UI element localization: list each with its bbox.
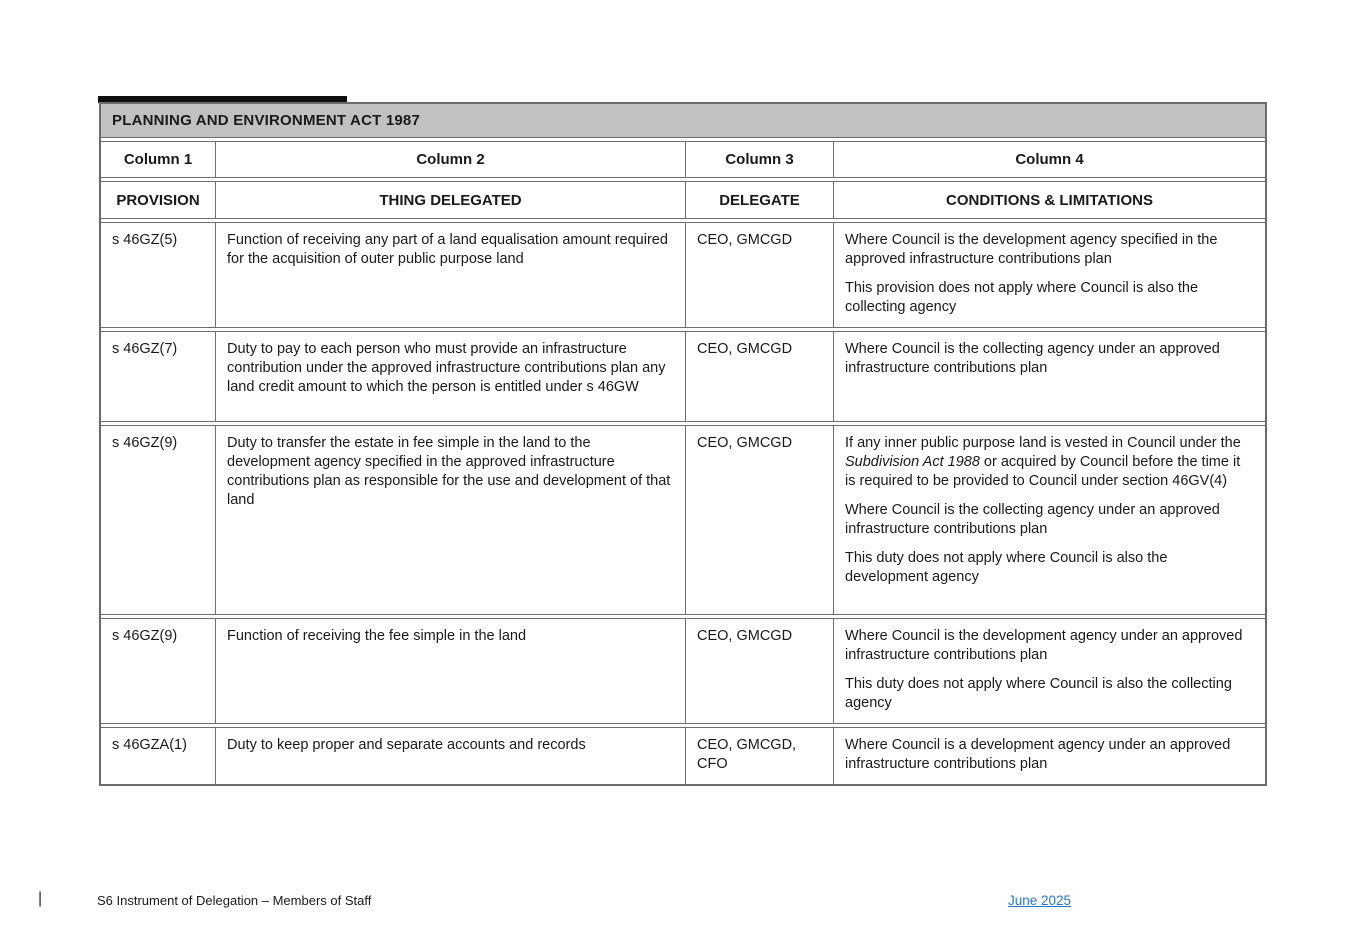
column-header-4: Column 4 (833, 142, 1265, 177)
delegate-text: CEO, GMCGD (697, 628, 793, 644)
delegate-text: CEO, GMCGD (697, 435, 793, 451)
paragraph: Function of receiving the fee simple in the land (227, 628, 527, 644)
paragraph: Duty to pay to each person who must provide an infrastructure contribution under the approved infrastructure contributions plan any land credit amount to which the person is entitled under s 46GW (227, 341, 666, 395)
paragraph: This provision does not apply where Council is also the collecting agency (845, 280, 1199, 315)
table-row (101, 727, 1265, 784)
paragraph: Function of receiving any part of a land equalisation amount required for the acquisition of outer public purpose land (227, 232, 668, 267)
conditions-cell (833, 426, 1265, 614)
table-row (101, 425, 1265, 615)
footer-date-link[interactable]: June 2025 (1008, 893, 1072, 908)
table-row (101, 331, 1265, 422)
thing-delegated-cell (215, 728, 685, 784)
table-row (101, 618, 1265, 724)
provision-cell (101, 223, 215, 327)
paragraph: Duty to keep proper and separate accounts and records (227, 737, 586, 753)
provision-cell (101, 728, 215, 784)
thing-delegated-header: THING DELEGATED (215, 182, 685, 218)
conditions-cell (833, 223, 1265, 327)
table-title-row (101, 104, 1265, 138)
paragraph: If any inner public purpose land is vested in Council under the Subdivision Act 1988 or acquired by Council before the time it is required to be provided to Council under section 46GV(4) (845, 435, 1241, 489)
paragraph: s 46GZ(9) (112, 628, 178, 644)
footer-margin-mark: | (38, 890, 43, 907)
paragraph: s 46GZ(9) (112, 435, 178, 451)
conditions-cell (833, 619, 1265, 723)
conditions-header: CONDITIONS & LIMITATIONS (833, 182, 1265, 218)
paragraph: This duty does not apply where Council is also the collecting agency (845, 676, 1232, 711)
thing-delegated-cell (215, 332, 685, 421)
delegate-text: CEO, GMCGD (697, 341, 793, 357)
provision-cell (101, 426, 215, 614)
conditions-cell (833, 728, 1265, 784)
paragraph: Where Council is a development agency under an approved infrastructure contributions plan (845, 737, 1231, 772)
thing-delegated-cell (215, 426, 685, 614)
provision-header: PROVISION (116, 191, 200, 209)
paragraph: Where Council is the development agency under an approved infrastructure contributions plan (845, 628, 1243, 663)
paragraph: Where Council is the collecting agency under an approved infrastructure contributions plan (845, 341, 1220, 376)
act-title: PLANNING AND ENVIRONMENT ACT 1987 (112, 112, 421, 129)
paragraph: This duty does not apply where Council is also the development agency (845, 550, 1168, 585)
column-header-row (101, 141, 1265, 178)
paragraph: Duty to transfer the estate in fee simple in the land to the development agency specified in the approved infrastructure contributions plan as responsible for the use and development of that land (227, 435, 671, 508)
paragraph: s 46GZ(5) (112, 232, 178, 248)
provision-cell (101, 619, 215, 723)
column-header-3: Column 3 (685, 142, 833, 177)
thing-delegated-cell (215, 223, 685, 327)
column-header-1: Column 1 (123, 151, 193, 168)
paragraph: Where Council is the collecting agency under an approved infrastructure contributions plan (845, 502, 1220, 537)
paragraph: s 46GZA(1) (112, 737, 187, 753)
delegate-text: CEO, GMCGD, (697, 737, 797, 753)
delegate-cell (685, 619, 833, 723)
delegate-cell (685, 223, 833, 327)
delegate-cell (685, 426, 833, 614)
field-header-row (101, 181, 1265, 219)
delegate-cell (685, 332, 833, 421)
paragraph: s 46GZ(7) (112, 341, 178, 357)
paragraph: Where Council is the development agency specified in the approved infrastructure contributions plan (845, 232, 1218, 267)
table-row (101, 222, 1265, 328)
delegate-header: DELEGATE (685, 182, 833, 218)
delegation-table (99, 102, 1267, 786)
delegate-text: CEO, GMCGD (697, 232, 793, 248)
column-header-2: Column 2 (215, 142, 685, 177)
delegate-cell (685, 728, 833, 784)
conditions-cell (833, 332, 1265, 421)
delegate-text: CFO (697, 756, 728, 772)
thing-delegated-cell (215, 619, 685, 723)
footer-doc-title: S6 Instrument of Delegation – Members of Staff (97, 893, 372, 908)
provision-cell (101, 332, 215, 421)
